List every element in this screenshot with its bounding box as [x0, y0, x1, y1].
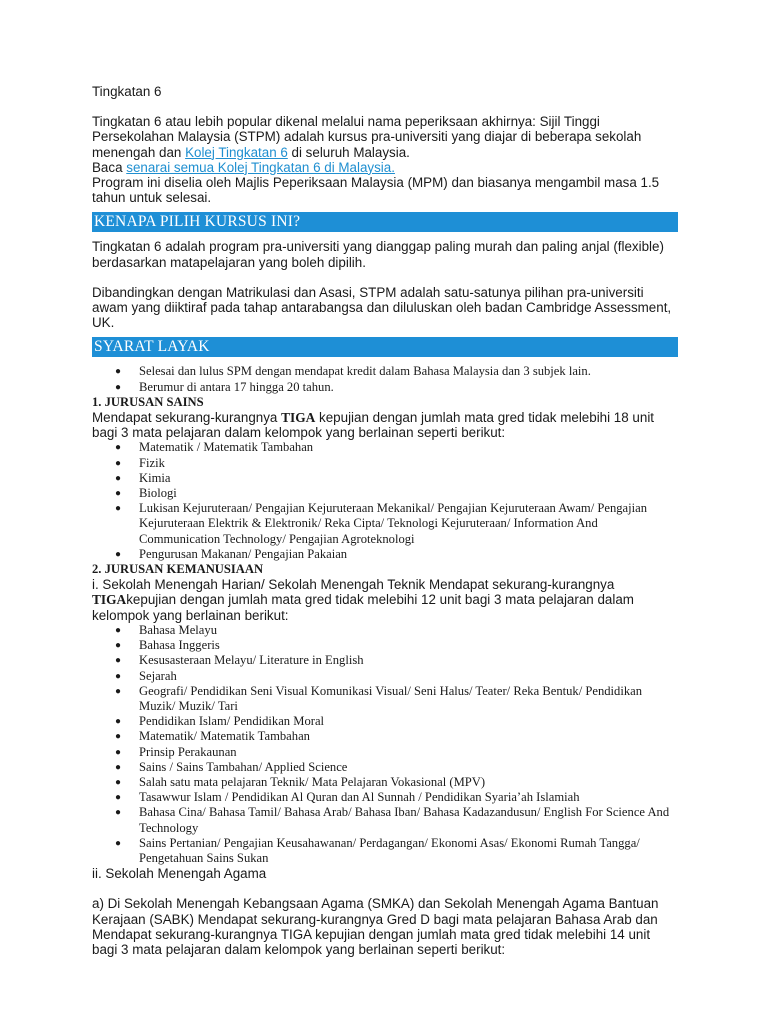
- list-item: [92, 440, 678, 455]
- list-item: [92, 380, 678, 395]
- list-item: [92, 653, 678, 668]
- intro-text-a: Tingkatan 6 atau lebih popular dikenal melalui nama peperiksaan akhirnya: Sijil Tinggi Persekolahan Malaysia (STPM) adalah kursus pra-universiti yang diajar di beberapa sekolah menengah dan: [92, 114, 642, 160]
- bullet-icon: ●: [115, 685, 122, 697]
- sains-desc-b: kepujian dengan jumlah mata gred tidak melebihi 18 unit bagi 3 mata pelajaran dalam kelompok yang berlainan seperti berikut:: [92, 410, 655, 441]
- why-paragraph-2: Dibandingkan dengan Matrikulasi dan Asasi, STPM adalah satu-satunya pilihan pra-universiti awam yang diiktiraf pada tahap antarabangsa dan diluluskan oleh badan Cambridge Assessment, UK.: [92, 284, 672, 331]
- list-item: [92, 638, 678, 653]
- bullet-icon: ●: [115, 776, 122, 788]
- document-page: [92, 84, 678, 957]
- bullet-icon: ●: [115, 366, 122, 378]
- list-item-text: Tasawwur Islam / Pendidikan Al Quran dan Al Sunnah / Pendidikan Syaria’ah Islamiah: [139, 790, 580, 805]
- bullet-icon: ●: [115, 761, 122, 773]
- list-item-text: Pengurusan Makanan/ Pengajian Pakaian: [139, 546, 348, 561]
- bullet-icon: ●: [115, 746, 122, 758]
- list-item: [92, 790, 678, 805]
- sains-desc-a: Mendapat sekurang-kurangnya: [92, 410, 282, 426]
- list-item-text: Berumur di antara 17 hingga 20 tahun.: [139, 379, 334, 394]
- list-item: [92, 486, 678, 501]
- bullet-icon: ●: [115, 792, 122, 804]
- agama-paragraph: a) Di Sekolah Menengah Kebangsaan Agama (SMKA) dan Sekolah Menengah Agama Bantuan Kerajaan (SABK) Mendapat sekurang-kurangnya Gred D bagi mata pelajaran Bahasa Arab dan Mendapat sekurang-kurangnya TIGA kepujian dengan jumlah mata gred tidak melebihi 14 unit bagi 3 mata pelajaran dalam kelompok yang berlainan seperti berikut:: [92, 896, 659, 957]
- bullet-icon: ●: [115, 716, 122, 728]
- bullet-icon: ●: [115, 640, 122, 652]
- list-item: [92, 760, 678, 775]
- bullet-icon: ●: [115, 624, 122, 636]
- list-item-text: Sains / Sains Tambahan/ Applied Science: [139, 759, 348, 774]
- agama-heading: ii. Sekolah Menengah Agama: [92, 866, 267, 882]
- intro-text-b: di seluruh Malaysia.: [287, 144, 410, 160]
- list-item-text: Fizik: [139, 455, 165, 470]
- list-item-text: Bahasa Cina/ Bahasa Tamil/ Bahasa Arab/ Bahasa Iban/ Bahasa Kadazandusun/ English For Science And Technology: [139, 805, 670, 835]
- list-item: [92, 745, 678, 760]
- list-item: [92, 684, 678, 714]
- list-item-text: Selesai dan lulus SPM dengan mendapat kredit dalam Bahasa Malaysia dan 3 subjek lain.: [139, 364, 591, 379]
- kolej-tingkatan-6-link[interactable]: Kolej Tingkatan 6: [185, 144, 288, 160]
- kemanusiaan-desc-a: i. Sekolah Menengah Harian/ Sekolah Menengah Teknik Mendapat sekurang-kurangnya: [92, 577, 615, 593]
- bullet-icon: ●: [115, 807, 122, 819]
- bullet-icon: ●: [115, 457, 122, 469]
- list-item-text: Biologi: [139, 486, 177, 501]
- kemanusiaan-subject-list: [92, 623, 678, 866]
- list-item-text: Pendidikan Islam/ Pendidikan Moral: [139, 714, 325, 729]
- list-item-text: Geografi/ Pendidikan Seni Visual Komunikasi Visual/ Seni Halus/ Teater/ Reka Bentuk/ Pendidikan Muzik/ Muzik/ Tari: [139, 683, 643, 713]
- list-item: [92, 714, 678, 729]
- bullet-icon: ●: [115, 503, 122, 515]
- list-item: [92, 623, 678, 638]
- program-paragraph: Program ini diselia oleh Majlis Peperiksaan Malaysia (MPM) dan biasanya mengambil masa 1.5 tahun untuk selesai.: [92, 175, 660, 206]
- list-item: [92, 471, 678, 486]
- list-item-text: Sejarah: [139, 668, 177, 683]
- read-list-prefix: Baca: [92, 159, 127, 175]
- list-item-text: Matematik / Matematik Tambahan: [139, 440, 314, 455]
- list-item-text: Kimia: [139, 470, 171, 485]
- bullet-icon: ●: [115, 731, 122, 743]
- list-item: [92, 805, 678, 835]
- bullet-icon: ●: [115, 670, 122, 682]
- list-item: [92, 836, 678, 866]
- bullet-icon: ●: [115, 472, 122, 484]
- general-requirements-list: [92, 364, 678, 394]
- list-item: [92, 669, 678, 684]
- list-item-text: Sains Pertanian/ Pengajian Keusahawanan/ Perdagangan/ Ekonomi Asas/ Ekonomi Rumah Tangga/ Pengetahuan Sains Sukan: [139, 835, 640, 865]
- list-item: [92, 501, 678, 547]
- bullet-icon: ●: [115, 488, 122, 500]
- list-item-text: Bahasa Melayu: [139, 622, 217, 637]
- section-heading-why: KENAPA PILIH KURSUS INI?: [92, 212, 678, 232]
- bullet-icon: ●: [115, 442, 122, 454]
- list-item-text: Salah satu mata pelajaran Teknik/ Mata Pelajaran Vokasional (MPV): [139, 774, 486, 789]
- kemanusiaan-heading: 2. JURUSAN KEMANUSIAAN: [92, 562, 264, 577]
- bullet-icon: ●: [115, 381, 122, 393]
- sains-subject-list: [92, 440, 678, 562]
- list-item: [92, 547, 678, 562]
- sains-description: [92, 410, 678, 440]
- sains-desc-bold: TIGA: [281, 410, 316, 426]
- college-list-link[interactable]: senarai semua Kolej Tingkatan 6 di Malaysia.: [126, 159, 395, 175]
- list-item-text: Lukisan Kejuruteraan/ Pengajian Kejuruteraan Mekanikal/ Pengajian Kejuruteraan Awam/ Pengajian Kejuruteraan Elektrik & Elektronik/ Reka Cipta/ Teknologi Kejuruteraan/ Information And Communication Technology/ Pengajian Agroteknologi: [139, 501, 648, 546]
- list-item: [92, 729, 678, 744]
- list-item-text: Matematik/ Matematik Tambahan: [139, 729, 310, 744]
- bullet-icon: ●: [115, 837, 122, 849]
- list-item: [92, 456, 678, 471]
- kemanusiaan-desc-bold: TIGA: [92, 592, 127, 608]
- kemanusiaan-description: [92, 577, 678, 623]
- intro-paragraph: [92, 114, 678, 160]
- list-item-text: Kesusasteraan Melayu/ Literature in English: [139, 653, 364, 668]
- list-item-text: Bahasa Inggeris: [139, 638, 220, 653]
- list-item: [92, 364, 678, 379]
- bullet-icon: ●: [115, 548, 122, 560]
- list-item: [92, 775, 678, 790]
- sains-heading: 1. JURUSAN SAINS: [92, 394, 204, 409]
- list-item-text: Prinsip Perakaunan: [139, 744, 237, 759]
- document-title: Tingkatan 6: [92, 84, 162, 99]
- kemanusiaan-desc-b: kepujian dengan jumlah mata gred tidak melebihi 12 unit bagi 3 mata pelajaran dalam kelompok yang berlainan berikut:: [92, 592, 634, 623]
- read-list-paragraph: [92, 160, 678, 175]
- bullet-icon: ●: [115, 655, 122, 667]
- section-heading-eligibility: SYARAT LAYAK: [92, 337, 678, 357]
- why-paragraph-1: Tingkatan 6 adalah program pra-universiti yang dianggap paling murah dan paling anjal (flexible) berdasarkan matapelajaran yang boleh dipilih.: [92, 239, 664, 270]
